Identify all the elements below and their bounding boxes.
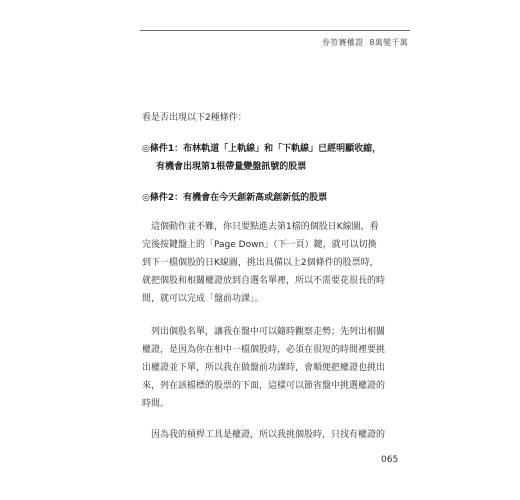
condition-1-line-1: ◎條件1：布林軌道「上軌線」和「下軌線」已經明顯收縮， [142, 144, 382, 154]
paragraph-line: 時間。 [142, 399, 170, 409]
paragraph-line: 列出個股名單，讓我在盤中可以隨時觀察走勢；先列出相關 [151, 327, 386, 337]
lead-sentence: 看是否出現以下2種條件： [142, 113, 247, 123]
paragraph-line: 就把個股和相關權證放到自選名單裡，所以不需要花很長的時 [142, 276, 386, 286]
paragraph-line: 權證，是因為你在相中一檔個股時，必須在很短的時間裡要挑 [142, 345, 386, 355]
running-head [322, 37, 408, 48]
running-head-title: 8萬變千萬 [369, 38, 408, 47]
paragraph-2 [142, 323, 397, 413]
paragraph-line: 這個動作並不難，你只要點進去第1檔的個股日K線圖，看 [151, 222, 379, 232]
paragraph-3 [142, 426, 397, 444]
paragraph-line: 到下一檔個股的日K線圖，挑出具備以上2個條件的股票時， [142, 258, 379, 268]
condition-2: ◎條件2：有機會在今天創新高或創新低的股票 [142, 193, 328, 203]
paragraph-line: 來，列在該檔標的股票的下面，這樣可以節省盤中挑選權證的 [142, 381, 386, 391]
header-rule [140, 30, 410, 31]
paragraph-line: 完後按鍵盤上的「Page Down」（下一頁）鍵，就可以切換 [142, 240, 377, 250]
condition-1-line-2: 有機會出現第1根帶量變盤訊號的股票 [156, 162, 307, 172]
running-head-series: 券勞賽權證 [321, 38, 364, 47]
condition-1 [142, 140, 397, 176]
paragraph-line: 間，就可以完成「盤前功課」。 [142, 294, 264, 304]
paragraph-1 [142, 218, 397, 308]
page-number: 065 [381, 455, 399, 465]
paragraph-line: 因為我的槓桿工具是權證，所以我挑個股時，只找有權證的 [151, 430, 386, 440]
paragraph-line: 出權證並下單，所以我在做盤前功課時，會順便把權證也挑出 [142, 363, 386, 373]
